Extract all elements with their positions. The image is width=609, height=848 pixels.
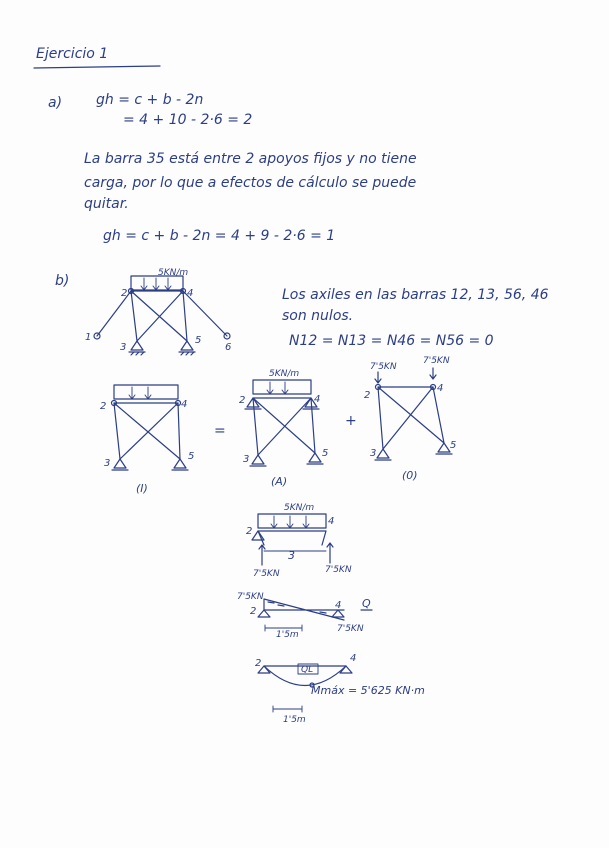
moment-diagram	[255, 653, 425, 725]
diagram-0-force-left: 7'5KN	[370, 362, 397, 372]
main-truss-sketch	[85, 268, 231, 355]
part-a-label: a)	[48, 95, 63, 111]
diagram-A-distributed-load	[253, 380, 311, 394]
case-A-label: (A)	[271, 475, 288, 488]
main-support-5	[179, 341, 195, 355]
main-load-arrows	[141, 278, 171, 290]
part-a-text-line-2: carga, por lo que a efectos de cálculo se puede	[84, 175, 417, 191]
beam-reaction-left: 7'5KN	[253, 569, 280, 579]
main-distributed-load	[131, 276, 183, 290]
diagram-A-label-5: 5	[322, 448, 329, 459]
part-b-label: b)	[55, 273, 70, 289]
moment-distance-line	[273, 706, 302, 712]
moment-label-2: 2	[255, 658, 262, 669]
diagram-0-force-right: 7'5KN	[423, 356, 450, 366]
beam-bars	[258, 531, 326, 545]
diagram-I-bars	[114, 403, 180, 459]
diagram-A-label-2: 2	[239, 395, 246, 406]
shear-value-right: 7'5KN	[337, 624, 364, 634]
part-b-text-line-2: son nulos.	[282, 308, 354, 324]
shear-supports	[258, 610, 344, 617]
diagram-I-label-3: 3	[104, 458, 111, 469]
main-label-5: 5	[195, 335, 202, 346]
diagram-I-label-4: 4	[181, 399, 188, 410]
main-load-label: 5KN/m	[158, 268, 189, 278]
shear-label-2: 2	[250, 606, 257, 617]
part-b-text-line-3: N12 = N13 = N46 = N56 = 0	[289, 333, 494, 349]
diagram-A-support-3	[250, 455, 266, 466]
main-support-3	[129, 341, 145, 355]
diagram-0-label-4: 4	[437, 383, 444, 394]
case-0-label: (0)	[402, 469, 418, 482]
diagram-I-load-arrows	[129, 387, 151, 399]
beam-reaction-right: 7'5KN	[325, 565, 352, 575]
title-underline	[34, 66, 160, 68]
moment-max-label: Mmáx = 5'625 KN·m	[311, 684, 425, 697]
main-label-1: 1	[85, 332, 92, 343]
diagram-A-support-5	[307, 453, 323, 464]
truss-diagram-0	[364, 356, 456, 482]
exercise-title: Ejercicio 1	[36, 46, 109, 62]
diagram-0-label-5: 5	[450, 440, 457, 451]
diagram-0-label-3: 3	[370, 448, 377, 459]
diagram-I-label-5: 5	[188, 451, 195, 462]
diagram-0-bars	[378, 387, 444, 449]
part-a-text-line-1: La barra 35 está entre 2 apoyos fijos y no tiene	[84, 151, 417, 167]
diagram-A-label-4: 4	[314, 394, 321, 405]
formula-gh-value: = 4 + 10 - 2·6 = 2	[123, 112, 253, 128]
beam-reactions-diagram	[246, 503, 352, 579]
shear-q-label: Q	[362, 597, 371, 610]
formula-gh-reduced: gh = c + b - 2n = 4 + 9 - 2·6 = 1	[103, 228, 336, 244]
diagram-0-support-3	[375, 449, 391, 460]
shear-label-4: 4	[335, 600, 342, 611]
moment-load-box-text: QL	[301, 665, 314, 675]
beam-load-arrows	[271, 516, 309, 528]
diagram-A-label-3: 3	[243, 454, 250, 465]
shear-value-left: 7'5KN	[237, 592, 264, 602]
equals-sign: =	[214, 423, 226, 439]
main-truss-bars	[97, 291, 227, 341]
truss-diagram-I	[100, 385, 194, 495]
beam-label-2: 2	[246, 526, 253, 537]
diagram-I-support-3	[112, 459, 128, 470]
plus-sign: +	[345, 413, 357, 429]
moment-label-4: 4	[350, 653, 357, 664]
diagram-I-label-2: 2	[100, 401, 107, 412]
diagram-A-load-arrows	[267, 382, 288, 394]
beam-label-4: 4	[328, 516, 335, 527]
part-b-text-line-1: Los axiles en las barras 12, 13, 56, 46	[282, 287, 549, 303]
formula-gh-general: gh = c + b - 2n	[96, 92, 204, 108]
beam-reaction-arrows	[259, 543, 333, 565]
diagram-0-label-2: 2	[364, 390, 371, 401]
shear-diagram	[237, 592, 372, 640]
part-a-text-line-3: quitar.	[84, 196, 129, 212]
diagram-A-load-label: 5KN/m	[269, 369, 300, 379]
beam-span-label: 3	[288, 549, 295, 562]
main-label-3: 3	[120, 342, 127, 353]
main-label-4: 4	[187, 288, 194, 299]
moment-distance-label: 1'5m	[283, 715, 306, 725]
main-label-6: 6	[225, 342, 232, 353]
diagram-I-support-5	[172, 459, 188, 470]
beam-load-label: 5KN/m	[284, 503, 315, 513]
shear-distance-label: 1'5m	[276, 630, 299, 640]
main-label-2: 2	[121, 288, 128, 299]
truss-diagram-A	[239, 369, 328, 488]
case-I-label: (I)	[136, 482, 148, 495]
